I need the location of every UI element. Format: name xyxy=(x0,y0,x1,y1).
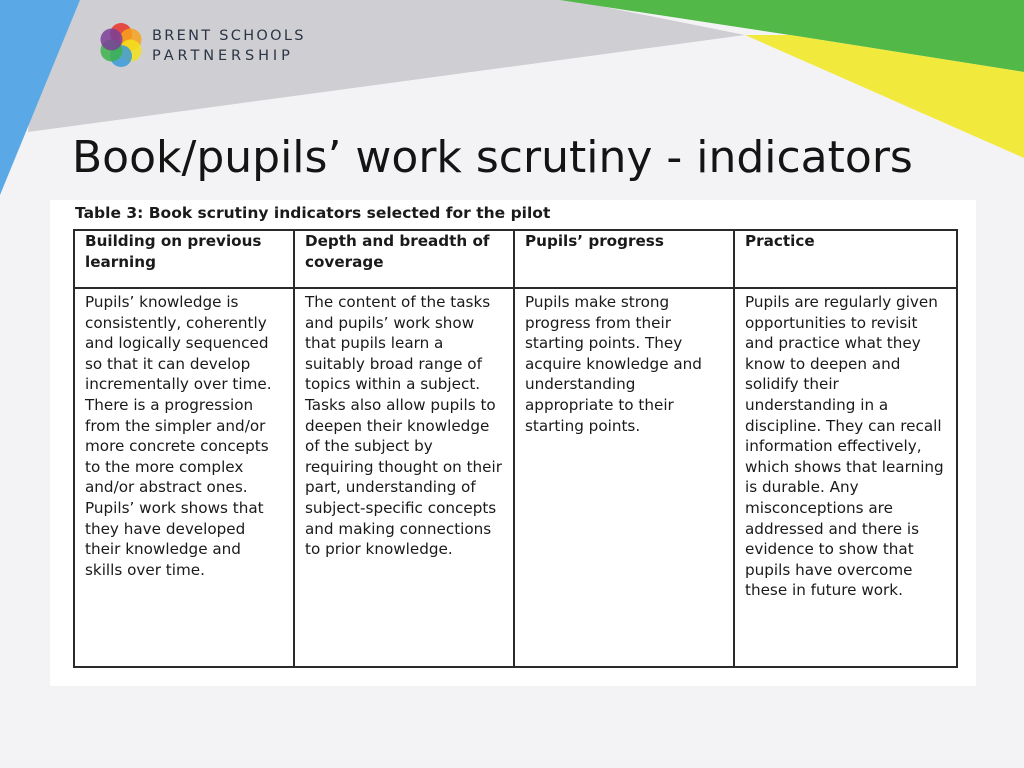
cell-pupils-progress: Pupils make strong progress from their starting points. They acquire knowledge and understanding appropriate to their starting points. xyxy=(514,288,734,667)
table-row xyxy=(74,288,957,667)
cell-depth-and-breadth: The content of the tasks and pupils’ work show that pupils learn a suitably broad range of topics within a subject. Tasks also allow pupils to deepen their knowledge of the subject by requiring thought on their part, understanding of subject-specific concepts and making connections to prior knowledge. xyxy=(294,288,514,667)
table-figure xyxy=(50,200,976,686)
flower-petals-logo-icon xyxy=(96,20,146,70)
brand-line-1: BRENT SCHOOLS xyxy=(152,28,306,44)
header-building-on-previous-learning: Building on previous learning xyxy=(74,230,294,288)
indicators-table xyxy=(73,229,958,668)
table-header-row xyxy=(74,230,957,288)
header-pupils-progress: Pupils’ progress xyxy=(514,230,734,288)
header-practice: Practice xyxy=(734,230,957,288)
brand-line-2: PARTNERSHIP xyxy=(152,48,294,64)
table-caption: Table 3: Book scrutiny indicators selected for the pilot xyxy=(75,204,551,222)
slide-title: Book/pupils’ work scrutiny - indicators xyxy=(72,132,913,183)
cell-practice: Pupils are regularly given opportunities to revisit and practice what they know to deepen and solidify their understanding in a discipline. They can recall information effectively, which shows that learning is durable. Any misconceptions are addressed and there is evidence to show that pupils have overcome these in future work. xyxy=(734,288,957,667)
header-depth-and-breadth: Depth and breadth of coverage xyxy=(294,230,514,288)
cell-building-on-previous-learning: Pupils’ knowledge is consistently, coherently and logically sequenced so that it can develop incrementally over time. There is a progression from the simpler and/or more concrete concepts to the more complex and/or abstract ones. Pupils’ work shows that they have developed their knowledge and skills over time. xyxy=(74,288,294,667)
brand-name xyxy=(152,26,306,66)
